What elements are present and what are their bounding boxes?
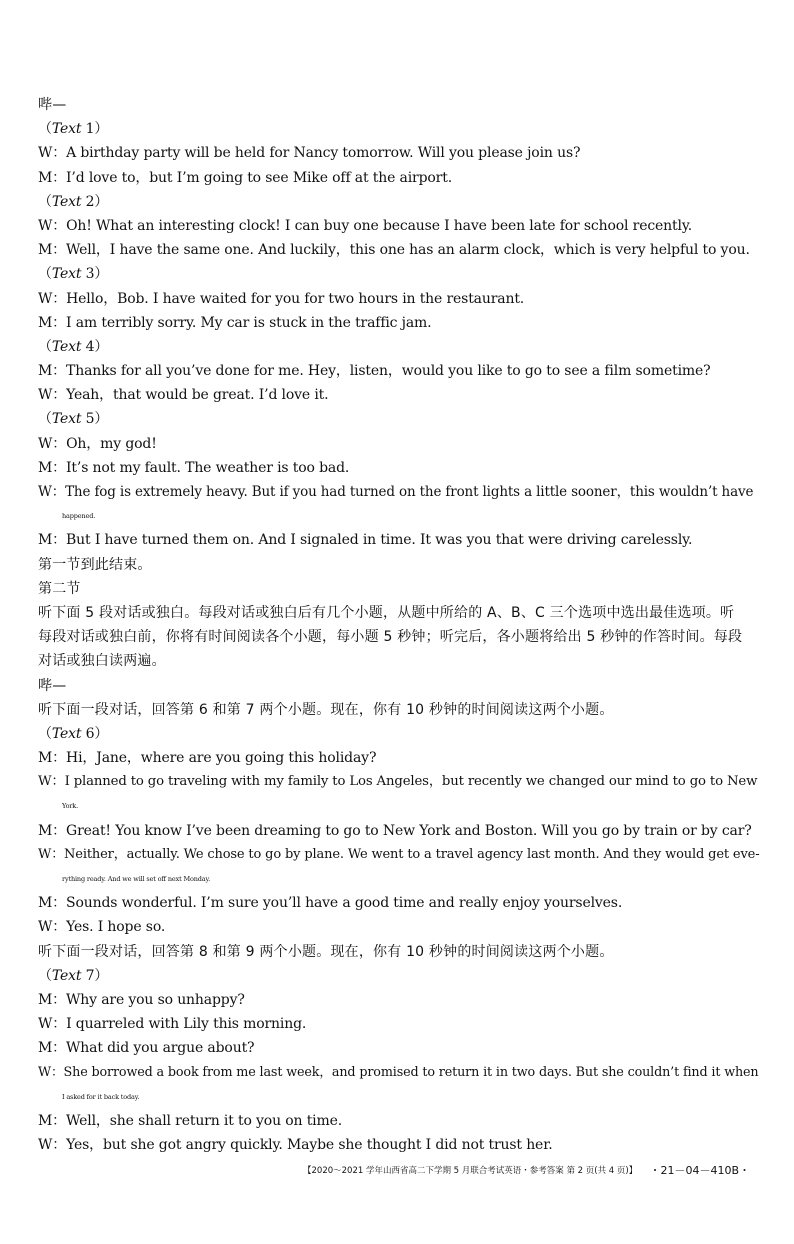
text-number: 6） xyxy=(81,725,109,742)
dialogue-line: W：I planned to go traveling with my family to Los Angeles，but recently we changed our mind to go to New xyxy=(38,774,758,790)
section-2-instructions: 对话或独白读两遍。 xyxy=(38,653,166,670)
dialogue-line: M：I am terribly sorry. My car is stuck in the traffic jam. xyxy=(38,314,432,331)
text-label: Text xyxy=(51,193,82,210)
text-label: Text xyxy=(51,266,82,283)
dialogue-line: M：Well，I have the same one. And luckily，this one has an alarm clock，which is very helpful to you. xyxy=(38,242,750,259)
dialogue-line: W：The fog is extremely heavy. But if you had turned on the front lights a little sooner，this wouldn’t have xyxy=(38,484,754,500)
text-7-heading xyxy=(38,964,760,988)
text-number: 3） xyxy=(81,266,109,283)
dialogue-line: M：What did you argue about? xyxy=(38,1040,255,1057)
dialogue-line: M：Thanks for all you’ve done for me. Hey，listen，would you like to go to see a film sometime? xyxy=(38,363,711,380)
text-label: Text xyxy=(51,338,82,355)
dialogue-line: W：Hello，Bob. I have waited for you for two hours in the restaurant. xyxy=(38,290,525,307)
dialogue-line: M：Great! You know I’ve been dreaming to go to New York and Boston. Will you go by train or by car? xyxy=(38,822,752,839)
dialogue-line-continued: York. xyxy=(62,802,79,811)
text-1-heading xyxy=(38,117,760,141)
dialogue-line-continued: rything ready. And we will set off next Monday. xyxy=(62,875,211,883)
text-number: 1） xyxy=(81,121,109,138)
footer-exam-info: 【2020～2021 学年山西省高二下学期 5 月联合考试英语・参考答案 第 2 页(共 4 页)】 xyxy=(303,1166,638,1176)
dialogue-line: W：Neither，actually. We chose to go by plane. We went to a travel agency last month. And they would get eve- xyxy=(38,846,760,862)
dialogue-line: W：Yes. I hope so. xyxy=(38,919,166,936)
text-number: 5） xyxy=(81,411,109,428)
page-footer xyxy=(38,1162,760,1180)
page-content xyxy=(38,93,760,1157)
dialogue-line: W：Oh，my god! xyxy=(38,435,157,452)
dialogue-line: M：Sounds wonderful. I’m sure you’ll have a good time and really enjoy yourselves. xyxy=(38,895,623,912)
dialogue-line: M：But I have turned them on. And I signaled in time. It was you that were driving carelessly. xyxy=(38,532,693,549)
text-number: 4） xyxy=(81,338,109,355)
paren-open: （ xyxy=(38,193,52,210)
beep-cue: 哔— xyxy=(38,677,67,694)
section-1-end: 第一节到此结束。 xyxy=(38,556,152,573)
dialogue-line: W：She borrowed a book from me last week，and promised to return it in two days. But she couldn’t find it when xyxy=(38,1064,759,1080)
dialogue-line: M：Why are you so unhappy? xyxy=(38,991,245,1008)
text-label: Text xyxy=(51,967,82,984)
paren-open: （ xyxy=(38,121,52,138)
footer-code: ・21－04－410B・ xyxy=(649,1164,750,1177)
dialogue-line: M：Hi，Jane，where are you going this holiday? xyxy=(38,750,377,767)
paren-open: （ xyxy=(38,266,52,283)
dialogue-line: W：Yes，but she got angry quickly. Maybe she thought I did not trust her. xyxy=(38,1137,553,1154)
question-instructions: 听下面一段对话，回答第 6 和第 7 两个小题。现在，你有 10 秒钟的时间阅读这两个小题。 xyxy=(38,701,614,718)
dialogue-line-continued: happened. xyxy=(62,512,96,521)
dialogue-line: W：A birthday party will be held for Nancy tomorrow. Will you please join us? xyxy=(38,145,581,162)
dialogue-line: W：Yeah，that would be great. I’d love it. xyxy=(38,387,329,404)
section-2-instructions: 每段对话或独白前，你将有时间阅读各个小题，每小题 5 秒钟；听完后，各小题将给出 5 秒钟的作答时间。每段 xyxy=(38,629,743,646)
dialogue-line: M：I’d love to，but I’m going to see Mike off at the airport. xyxy=(38,169,453,186)
question-instructions: 听下面一段对话，回答第 8 和第 9 两个小题。现在，你有 10 秒钟的时间阅读这两个小题。 xyxy=(38,943,614,960)
dialogue-line: W：I quarreled with Lily this morning. xyxy=(38,1016,307,1033)
text-number: 2） xyxy=(81,193,109,210)
paren-open: （ xyxy=(38,725,52,742)
paren-open: （ xyxy=(38,411,52,428)
text-number: 7） xyxy=(81,967,109,984)
section-2-instructions: 听下面 5 段对话或独白。每段对话或独白后有几个小题，从题中所给的 A、B、C 三个选项中选出最佳选项。听 xyxy=(38,604,735,621)
text-label: Text xyxy=(51,411,82,428)
beep-cue: 哔— xyxy=(38,97,67,113)
text-2-heading xyxy=(38,190,760,214)
paren-open: （ xyxy=(38,338,52,355)
text-label: Text xyxy=(51,725,82,742)
dialogue-line-continued: I asked for it back today. xyxy=(62,1092,140,1101)
section-2-title: 第二节 xyxy=(38,580,81,597)
text-3-heading xyxy=(38,262,760,286)
text-4-heading xyxy=(38,335,760,359)
dialogue-line: W：Oh! What an interesting clock! I can buy one because I have been late for school recently. xyxy=(38,217,693,234)
paren-open: （ xyxy=(38,967,52,984)
dialogue-line: M：Well，she shall return it to you on time. xyxy=(38,1112,343,1129)
text-5-heading xyxy=(38,407,760,431)
text-label: Text xyxy=(51,121,82,138)
dialogue-line: M：It’s not my fault. The weather is too bad. xyxy=(38,459,350,476)
text-6-heading xyxy=(38,722,760,746)
